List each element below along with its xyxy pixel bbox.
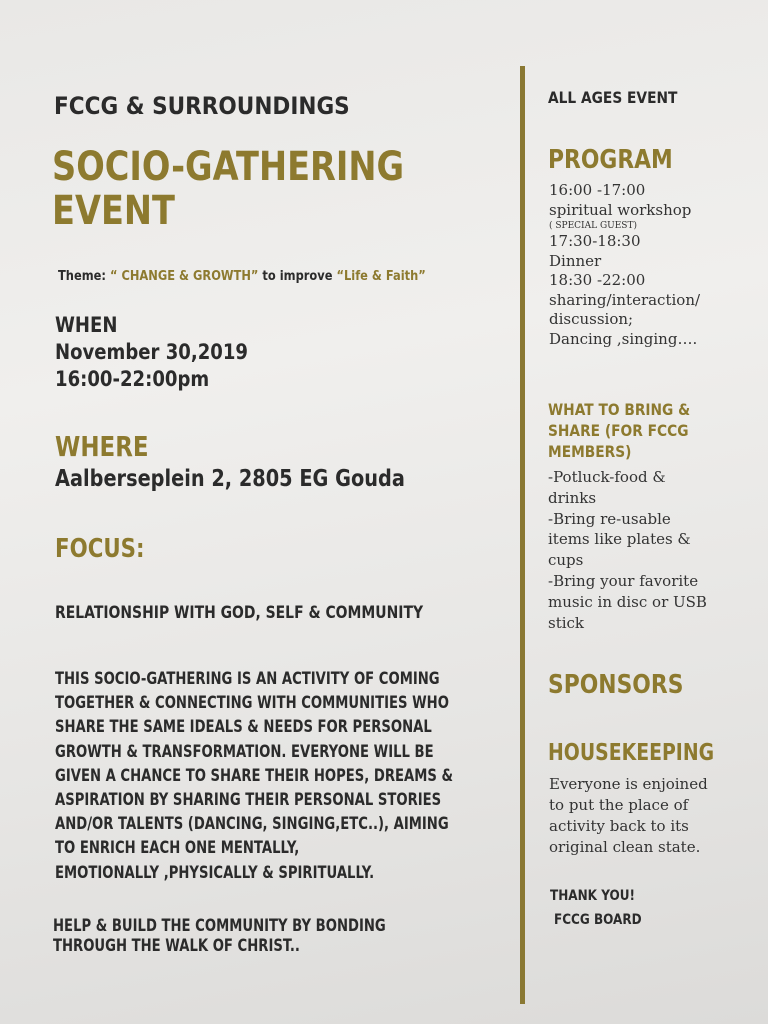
focus-label: FOCUS: [55,534,145,564]
event-title-line1: SOCIO-GATHERING [52,144,405,190]
thank-you-text: THANK YOU! [550,888,636,904]
focus-body-line: TO ENRICH EACH ONE MENTALLY, [55,838,300,858]
focus-body-line: THIS SOCIO-GATHERING IS AN ACTIVITY OF COMING [55,669,440,688]
closing-line: HELP & BUILD THE COMMUNITY BY BONDING [53,916,386,935]
focus-body-line: ASPIRATION BY SHARING THEIR PERSONAL STORIES [55,790,442,810]
board-signature: FCCG BOARD [554,912,642,928]
bring-list [548,467,707,633]
program-list [549,181,700,349]
theme-prefix: Theme: [58,269,110,284]
bring-item: items like plates & [548,530,691,549]
theme-middle: to improve [258,269,337,284]
when-date: November 30,2019 [55,340,249,364]
program-label: PROGRAM [548,145,673,175]
bring-item: -Potluck-food & [548,468,666,486]
all-ages-label: ALL AGES EVENT [548,88,678,107]
org-heading: FCCG & SURROUNDINGS [54,92,350,120]
bring-item: -Bring re-usable [548,509,671,528]
program-item: 18:30 -22:00 [549,271,646,289]
bring-label-line: WHAT TO BRING & [548,400,691,419]
bring-item: music in disc or USB [548,592,707,611]
focus-headline: RELATIONSHIP WITH GOD, SELF & COMMUNITY [55,603,424,623]
housekeeping-line: to put the place of [549,796,689,814]
program-item: spiritual workshop [549,200,692,219]
bring-label [548,399,713,462]
focus-body-line: TOGETHER & CONNECTING WITH COMMUNITIES WHO [55,693,449,713]
sponsors-label: SPONSORS [548,670,684,700]
event-title-line2: EVENT [52,188,175,234]
housekeeping-text [549,774,708,858]
focus-body-line: SHARE THE SAME IDEALS & NEEDS FOR PERSONAL [55,717,432,737]
closing-line: THROUGH THE WALK OF CHRIST.. [53,936,300,955]
when-label: WHEN [55,313,118,337]
focus-body-line: GIVEN A CHANCE TO SHARE THEIR HOPES, DREAMS & [55,765,454,785]
bring-label-line: MEMBERS) [548,442,632,461]
sign-off [550,884,656,932]
program-item: 17:30-18:30 [549,232,641,250]
closing-statement [53,916,469,956]
housekeeping-line: Everyone is enjoined [549,775,708,793]
theme-part1: “ CHANGE & GROWTH” [109,269,259,284]
focus-body-line: GROWTH & TRANSFORMATION. EVERYONE WILL BE [55,741,434,761]
program-item: Dinner [549,251,602,270]
theme-line [58,268,476,284]
bring-item: stick [548,613,585,632]
focus-body-line: AND/OR TALENTS (DANCING, SINGING,ETC..), AIMING [55,814,449,834]
program-item: 16:00 -17:00 [549,181,646,199]
where-address: Aalberseplein 2, 2805 EG Gouda [55,466,405,492]
when-section [55,312,279,393]
program-item: Dancing ,singing…. [549,329,698,348]
where-label: WHERE [55,430,149,463]
bring-item: -Bring your favorite [548,571,699,590]
focus-body [55,667,553,885]
focus-body-line: EMOTIONALLY ,PHYSICALLY & SPIRITUALLY. [55,862,375,882]
bring-item: cups [548,551,584,570]
housekeeping-line: activity back to its [549,817,689,835]
where-section [55,430,472,494]
column-divider [520,66,525,1004]
event-title [52,145,471,233]
program-item: sharing/interaction/ [549,290,701,309]
theme-part2: “Life & Faith” [336,269,426,284]
bring-item: drinks [548,488,597,507]
when-time: 16:00-22:00pm [55,367,210,391]
bring-label-line: SHARE (FOR FCCG [548,421,689,440]
housekeeping-line: original clean state. [549,838,701,856]
program-item: ( SPECIAL GUEST) [549,221,637,231]
housekeeping-label: HOUSEKEEPING [548,740,715,766]
program-item: discussion; [549,310,634,328]
